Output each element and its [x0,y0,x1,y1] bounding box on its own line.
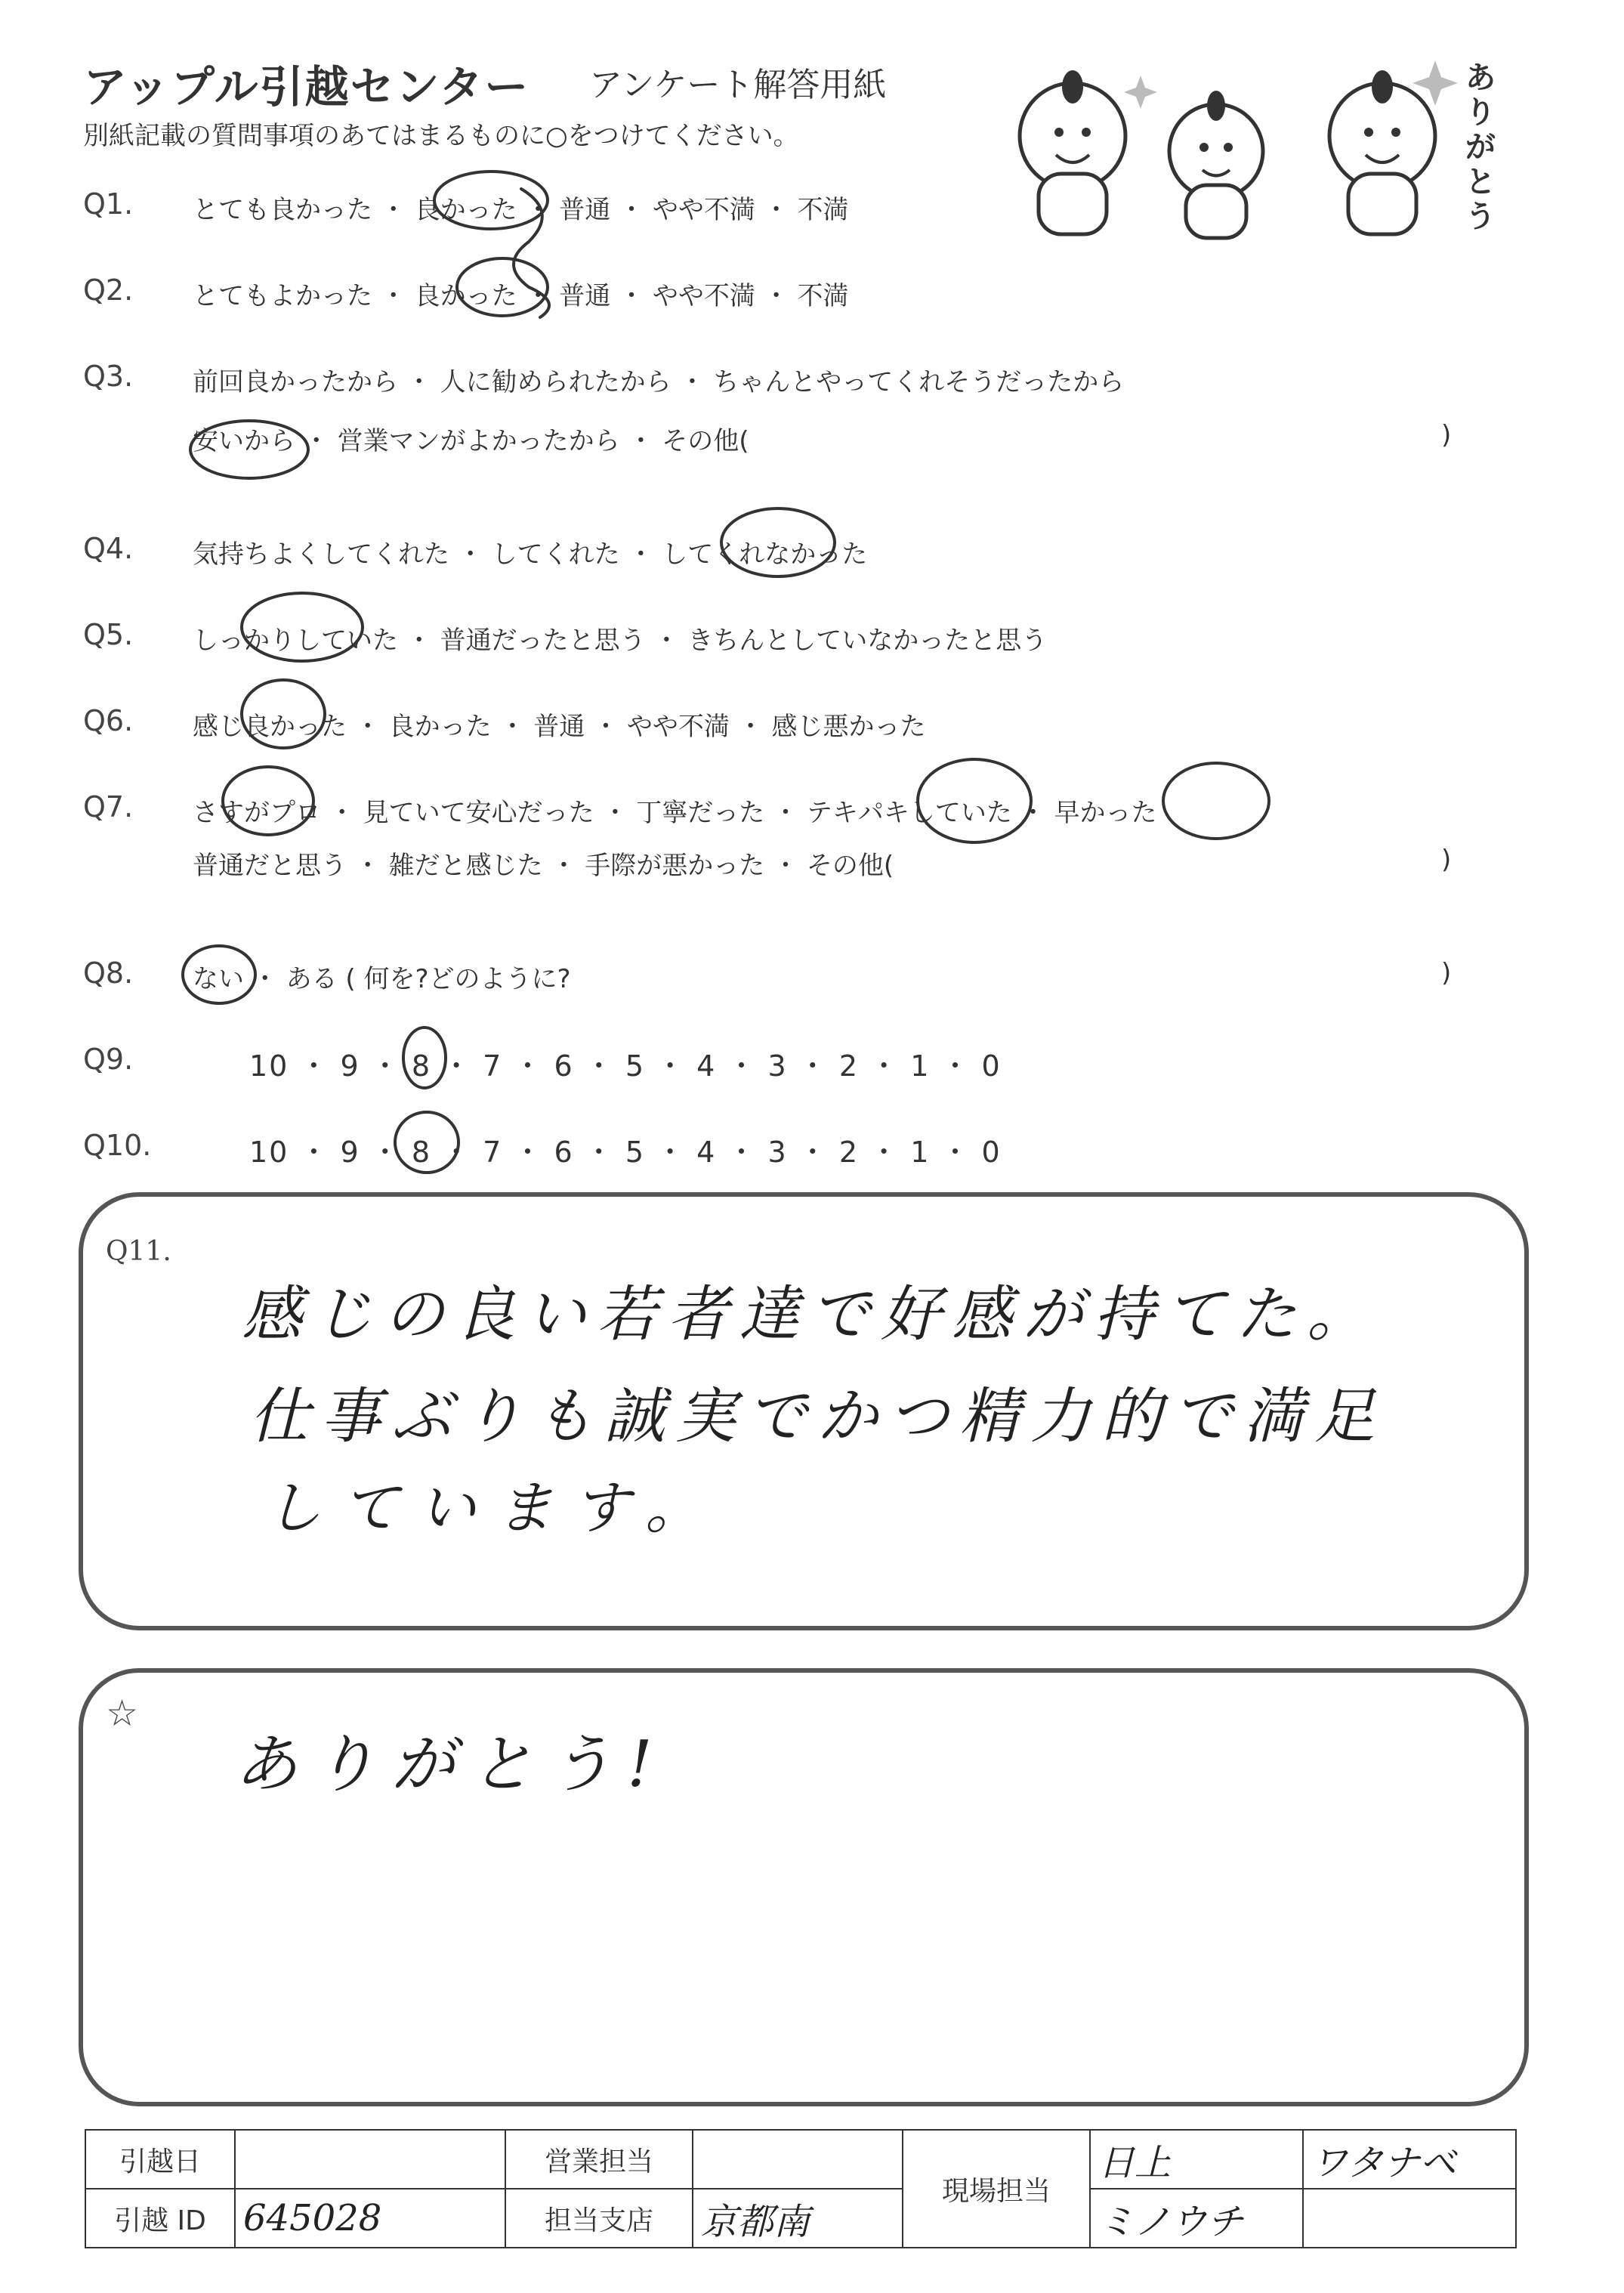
q2-label: Q2. [83,273,134,307]
q10-scale: 10 ・ 9 ・ 8 ・ 7 ・ 6 ・ 5 ・ 4 ・ 3 ・ 2 ・ 1 ・ 0 [249,1136,1002,1169]
company-title: アップル引越センター [83,61,530,113]
q9-label: Q9. [83,1043,134,1076]
field-staff-label: 現場担当 [903,2130,1090,2248]
q5-circle-mark [242,593,363,661]
q8-label: Q8. [83,956,134,990]
q10-circle-mark [395,1112,458,1173]
field-staff-3: ミノウチ [1090,2189,1303,2248]
q10-label: Q10. [83,1129,152,1162]
q1-circle-mark [434,172,548,229]
q3-options-line1: 前回良かったから ・ 人に勧められたから ・ ちゃんとやってくれそうだったから [193,367,1125,397]
q11-answer-line3: しています。 [264,1474,722,1541]
q6-label: Q6. [83,704,134,737]
q5-options: しっかりしていた ・ 普通だったと思う ・ きちんとしていなかったと思う [193,626,1048,656]
q11-label: Q11. [106,1236,171,1267]
move-date-value [235,2130,505,2189]
q4-label: Q4. [83,532,134,565]
q9-circle-mark [403,1028,446,1088]
q6-circle-mark [242,680,325,748]
field-staff-1: 日上 [1090,2130,1303,2189]
q7-options-line1: さすがプロ ・ 見ていて安心だった ・ 丁寧だった ・ テキパキしていた ・ 早かった [193,798,1157,828]
branch-value: 京都南 [693,2189,903,2248]
branch-label: 担当支店 [505,2189,693,2248]
q1-options: とても良かった ・ 良かった ・ 普通 ・ やや不満 ・ 不満 [193,195,849,225]
q8-options: ない ・ ある ( 何を?どのように? [193,964,571,994]
field-staff-2: ワタナベ [1303,2130,1516,2189]
q3-circle-mark [190,421,308,478]
move-id-label: 引越 ID [85,2189,235,2248]
mascot-caption: ありがとう [1465,60,1496,234]
q7-options-line2: 普通だと思う ・ 雑だと感じた ・ 手際が悪かった ・ その他( [193,851,894,881]
q8-close-paren: ) [1441,958,1452,988]
move-id-value: 645028 [235,2189,505,2248]
q2-circle-mark [457,258,548,316]
move-date-label: 引越日 [85,2130,235,2189]
q7-circle-mark-3 [1163,763,1269,839]
sales-staff-label: 営業担当 [505,2130,693,2189]
form-title: アンケート解答用紙 [589,66,887,104]
q6-options: 感じ良かった ・ 良かった ・ 普通 ・ やや不満 ・ 感じ悪かった [193,712,926,742]
q2-options: とてもよかった ・ 良かった ・ 普通 ・ やや不満 ・ 不満 [193,281,849,311]
instruction-text: 別紙記載の質問事項のあてはまるものに○をつけてください。 [83,121,799,151]
q11-answer-line1: 感じの良い若者達で好感が持てた。 [242,1279,1378,1349]
q5-label: Q5. [83,618,134,651]
q3-close-paren: ) [1441,420,1452,450]
info-table [85,2129,1517,2248]
star-icon: ☆ [106,1692,139,1735]
q7-circle-mark-1 [223,767,313,835]
q9-scale: 10 ・ 9 ・ 8 ・ 7 ・ 6 ・ 5 ・ 4 ・ 3 ・ 2 ・ 1 ・ 0 [249,1049,1002,1083]
q1-label: Q1. [83,187,134,221]
comment-text: ありがとう! [234,1727,668,1801]
sales-staff-value [693,2130,903,2189]
q7-close-paren: ) [1441,845,1452,875]
q4-options: 気持ちよくしてくれた ・ してくれた ・ してくれなかった [193,539,868,570]
q3-options-line2: 安いから ・ 営業マンがよかったから ・ その他( [193,426,749,456]
field-staff-4 [1303,2189,1516,2248]
q8-circle-mark [183,946,255,1003]
q7-label: Q7. [83,790,134,824]
q3-label: Q3. [83,360,134,393]
q7-circle-mark-2 [918,759,1031,842]
q11-answer-line2: 仕事ぶりも誠実でかつ精力的で満足 [249,1381,1385,1451]
q4-circle-mark [721,508,835,576]
